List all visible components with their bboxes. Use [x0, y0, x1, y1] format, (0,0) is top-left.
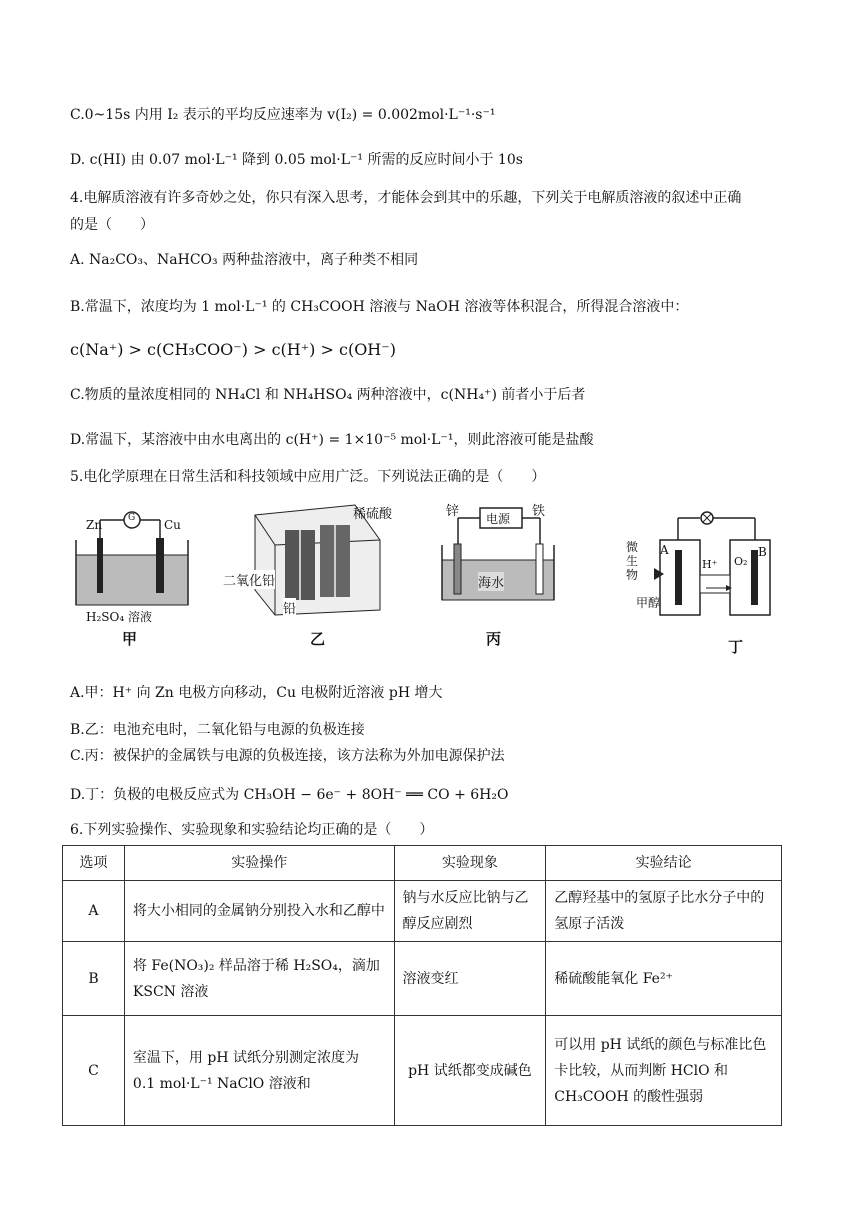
table-row — [63, 881, 782, 942]
bing-zinc-label: 锌 — [446, 504, 460, 519]
ding-caption: 丁 — [728, 638, 744, 656]
table-cell: B — [63, 942, 125, 1016]
bing-sea-label: 海水 — [478, 572, 504, 591]
table-cell: 钠与水反应比钠与乙醇反应剧烈 — [394, 881, 546, 942]
yi-acid-label: 稀硫酸 — [353, 507, 393, 522]
jia-g-label: G — [128, 513, 136, 523]
table-cell: 乙醇羟基中的氢原子比水分子中的氢原子活泼 — [546, 881, 782, 942]
q4-option-c: C.物质的量浓度相同的 NH₄Cl 和 NH₄HSO₄ 两种溶液中，c(NH₄⁺) 前者小于后者 — [70, 387, 586, 403]
figure-jia — [72, 500, 202, 648]
q4-option-b-formula: c(Na⁺) > c(CH₃COO⁻) > c(H⁺) > c(OH⁻) — [70, 340, 396, 359]
q4-option-d: D.常温下，某溶液中由水电离出的 c(H⁺) = 1×10⁻⁵ mol·L⁻¹，则此溶液可能是盐酸 — [70, 432, 594, 448]
table-cell: A — [63, 881, 125, 942]
q4-stem-cont: 的是（ ） — [70, 217, 154, 233]
table-header-row — [63, 846, 782, 881]
figure-yi — [223, 500, 400, 648]
table-header: 实验现象 — [394, 846, 546, 881]
table-row — [63, 942, 782, 1016]
yi-pbo2-label: 二氧化铅 — [223, 570, 275, 589]
table-cell: 溶液变红 — [394, 942, 546, 1016]
q4-option-b: B.常温下，浓度均为 1 mol·L⁻¹ 的 CH₃COOH 溶液与 NaOH 溶液等体积混合，所得混合溶液中： — [70, 299, 689, 315]
experiment-table — [62, 845, 782, 1126]
table-cell: 可以用 pH 试纸的颜色与标准比色卡比较，从而判断 HClO 和 CH₃COOH 的酸性强弱 — [546, 1016, 782, 1126]
table-cell: C — [63, 1016, 125, 1126]
table-cell: 室温下，用 pH 试纸分别测定浓度为 0.1 mol·L⁻¹ NaClO 溶液和 — [124, 1016, 394, 1126]
table-cell: 将大小相同的金属钠分别投入水和乙醇中 — [124, 881, 394, 942]
yi-pb-label: 铅 — [283, 598, 296, 617]
q5-option-c: C.丙：被保护的金属铁与电源的负极连接，该方法称为外加电源保护法 — [70, 748, 505, 764]
table-cell: pH 试纸都变成碱色 — [394, 1016, 546, 1126]
q5-option-d: D.丁：负极的电极反应式为 CH₃OH − 6e⁻ + 8OH⁻ ══ CO + 6H₂O — [70, 787, 509, 803]
ding-methanol-label: 甲醇 — [636, 596, 661, 610]
q4-option-a: A. Na₂CO₃、NaHCO₃ 两种盐溶液中，离子种类不相同 — [70, 252, 419, 268]
q4-stem: 4.电解质溶液有许多奇妙之处，你只有深入思考，才能体会到其中的乐趣，下列关于电解质溶液的叙述中正确 — [70, 190, 742, 206]
ding-a-label: A — [660, 543, 669, 557]
ding-b-label: B — [758, 545, 767, 559]
q5-option-b: B.乙：电池充电时，二氧化铅与电源的负极连接 — [70, 722, 365, 738]
bing-iron-label: 铁 — [532, 504, 546, 519]
table-cell: 将 Fe(NO₃)₂ 样品溶于稀 H₂SO₄，滴加 KSCN 溶液 — [124, 942, 394, 1016]
figure-bing — [438, 500, 568, 648]
table-header: 实验操作 — [124, 846, 394, 881]
q3-option-c: C.0~15s 内用 I₂ 表示的平均反应速率为 v(I₂) = 0.002mol·L⁻¹·s⁻¹ — [70, 107, 496, 123]
q5-stem: 5.电化学原理在日常生活和科技领域中应用广泛。下列说法正确的是（ ） — [70, 469, 546, 485]
table-row — [63, 1016, 782, 1126]
table-cell: 稀硫酸能氧化 Fe²⁺ — [546, 942, 782, 1016]
q5-option-a: A.甲：H⁺ 向 Zn 电极方向移动，Cu 电极附近溶液 pH 增大 — [70, 685, 443, 701]
yi-caption: 乙 — [310, 630, 326, 648]
ding-o2-label: O₂ — [734, 555, 748, 568]
ding-h-label: H⁺ — [702, 558, 718, 571]
jia-zn-label: Zn — [86, 518, 103, 532]
q3-option-d: D. c(HI) 由 0.07 mol·L⁻¹ 降到 0.05 mol·L⁻¹ 所需的反应时间小于 10s — [70, 152, 523, 168]
table-header: 选项 — [63, 846, 125, 881]
bing-power-label: 电源 — [486, 512, 511, 526]
jia-solution-label: H₂SO₄ 溶液 — [86, 610, 152, 624]
jia-cu-label: Cu — [164, 518, 181, 532]
ding-microbe-label: 微生物 — [626, 540, 639, 582]
figure-ding — [626, 510, 780, 656]
table-header: 实验结论 — [546, 846, 782, 881]
bing-caption: 丙 — [486, 630, 502, 648]
jia-caption: 甲 — [122, 630, 138, 648]
q6-stem: 6.下列实验操作、实验现象和实验结论均正确的是（ ） — [70, 822, 434, 838]
